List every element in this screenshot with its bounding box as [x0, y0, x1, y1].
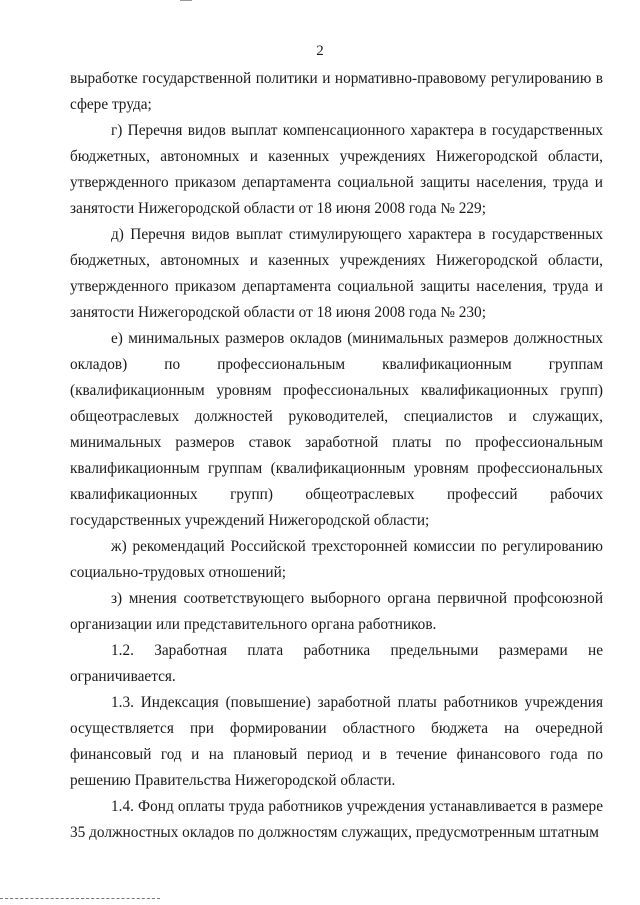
paragraph-section-1-2: 1.2. Заработная плата работника предельными размерами не ограничивается.: [70, 642, 603, 685]
document-body: [70, 66, 603, 846]
paragraph-item-d: д) Перечня видов выплат стимулирующего характера в государственных бюджетных, автономных и казенных учреждениях Нижегородской области, утвержденного приказом департамента социальной защиты населения, труда и занятости Нижегородской области от 18 июня 2008 года № 230;: [70, 226, 603, 321]
paragraph-continuation: выработке государственной политики и нормативно-правовому регулированию в сфере труда;: [70, 70, 603, 113]
scan-artifact: [180, 0, 192, 4]
paragraph-section-1-4: 1.4. Фонд оплаты труда работников учреждения устанавливается в размере 35 должностных окладов по должностям служащих, предусмотренным штатным: [70, 798, 603, 841]
paragraph-item-g: г) Перечня видов выплат компенсационного характера в государственных бюджетных, автономных и казенных учреждениях Нижегородской области, утвержденного приказом департамента социальной защиты населения, труда и занятости Нижегородской области от 18 июня 2008 года № 229;: [70, 122, 603, 217]
scan-artifact: [0, 898, 160, 903]
page-number: 2: [316, 43, 324, 59]
paragraph-item-z: з) мнения соответствующего выборного органа первичной профсоюзной организации или представительного органа работников.: [70, 590, 603, 633]
paragraph-section-1-3: 1.3. Индексация (повышение) заработной платы работников учреждения осуществляется при формировании областного бюджета на очередной финансовый год и на плановый период и в течение финансового года по решению Правительства Нижегородской области.: [70, 694, 603, 789]
paragraph-item-e: е) минимальных размеров окладов (минимальных размеров должностных окладов) по профессиональным квалификационным группам (квалификационным уровням профессиональных квалификационных групп) общеотраслевых должностей руководителей, специалистов и служащих, минимальных размеров ставок заработной платы по профессиональным квалификационным группам (квалификационным уровням профессиональных квалификационных групп) общеотраслевых профессий рабочих государственных учреждений Нижегородской области;: [70, 330, 603, 529]
paragraph-item-zh: ж) рекомендаций Российской трехсторонней комиссии по регулированию социально-трудовых отношений;: [70, 538, 603, 581]
